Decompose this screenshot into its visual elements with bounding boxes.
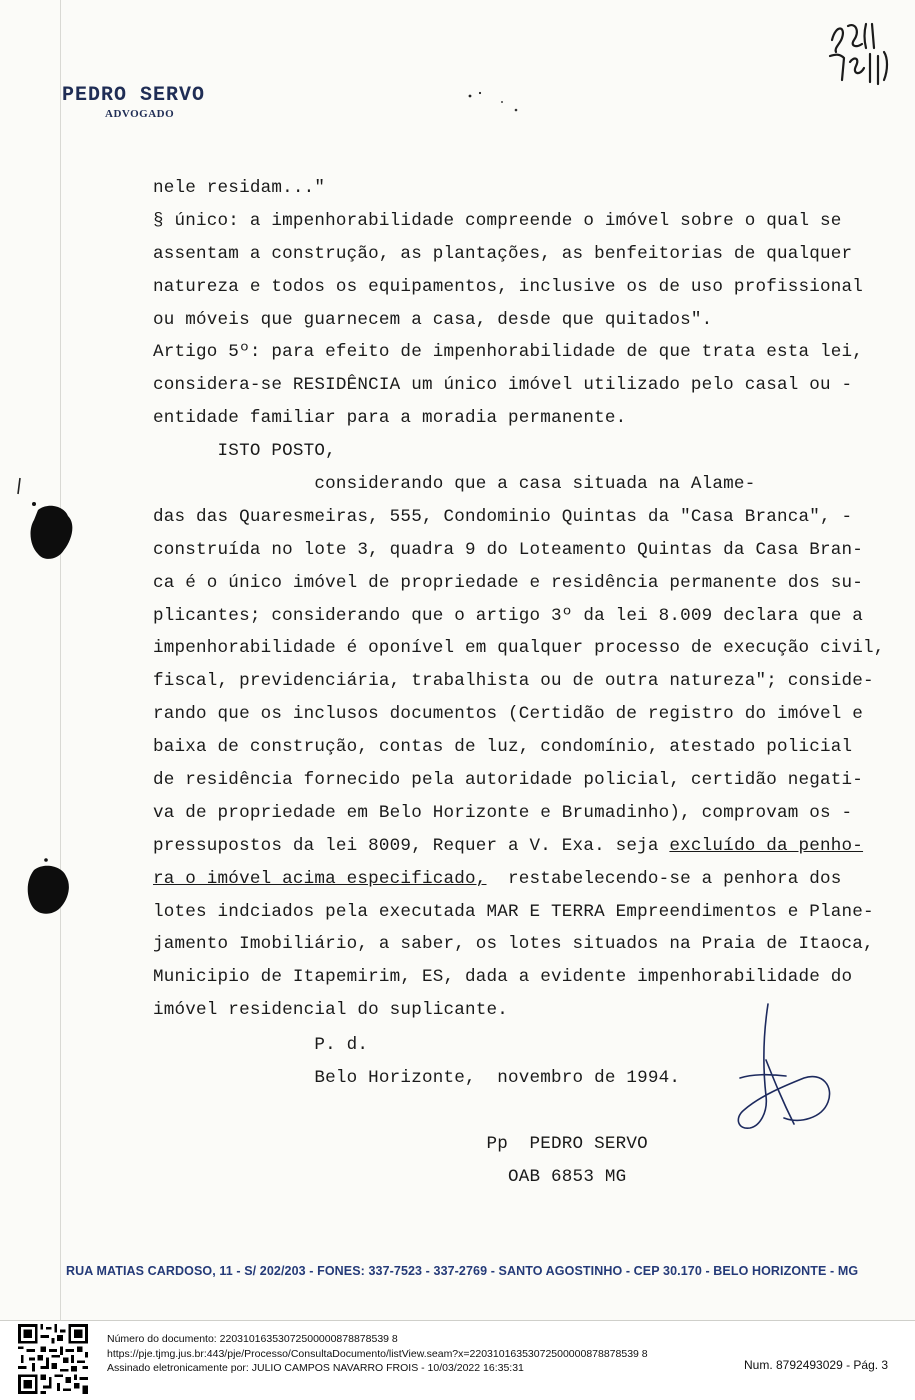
letterhead-footer-address: RUA MATIAS CARDOSO, 11 - S/ 202/203 - FONES: 337-7523 - 337-2769 - SANTO AGOSTINHO - CEP 30.170 - BELO HORIZONTE - MG [66, 1264, 859, 1278]
punch-hole-stain-upper [24, 500, 84, 568]
body-line: entidade familiar para a moradia permanente. [153, 408, 627, 429]
margin-tick [10, 476, 30, 506]
body-line-request-cont [153, 863, 893, 896]
body-line: ca é o único imóvel de propriedade e residência permanente dos su- [153, 572, 864, 593]
body-line: va de propriedade em Belo Horizonte e Brumadinho), comprovam os - [153, 802, 853, 823]
letterhead-name: PEDRO SERVO [62, 84, 206, 107]
body-line: de residência fornecido pela autoridade policial, certidão negati- [153, 770, 864, 791]
qr-code [18, 1324, 88, 1394]
signed-by: Assinado eletronicamente por: JULIO CAMPOS NAVARRO FROIS - 10/03/2022 16:35:31 [107, 1362, 524, 1374]
body-line-request-text: pressupostos da lei 8009, Requer a V. Exa. seja [153, 835, 670, 856]
body-line: das das Quaresmeiras, 555, Condominio Quintas da "Casa Branca", - [153, 506, 853, 527]
page-bottom-edge [0, 1320, 915, 1321]
closing-line: Pp PEDRO SERVO [153, 1133, 648, 1154]
electronic-signature-info [107, 1332, 648, 1376]
body-line: baixa de construção, contas de luz, condomínio, atestado policial [153, 737, 853, 758]
closing-line: OAB 6853 MG [153, 1166, 627, 1187]
body-line: fiscal, previdenciária, trabalhista ou de outra natureza"; conside- [153, 671, 874, 692]
handwritten-signature [700, 1000, 850, 1140]
body-line: nele residam..." [153, 178, 326, 198]
body-line: ISTO POSTO, [153, 441, 336, 462]
closing-line: Belo Horizonte, novembro de 1994. [153, 1068, 681, 1089]
underlined-request-2: ra o imóvel acima especificado, [153, 868, 487, 889]
body-line: plicantes; considerando que o artigo 3º da lei 8.009 declara que a [153, 605, 864, 626]
body-line: natureza e todos os equipamentos, inclusive os de uso profissional [153, 276, 864, 297]
body-line: lotes indciados pela executada MAR E TERRA Empreendimentos e Plane- [153, 901, 874, 922]
closing-line: P. d. [153, 1035, 369, 1056]
page-fold-line [60, 0, 61, 1320]
document-url[interactable]: https://pje.tjmg.jus.br:443/pje/Processo/ConsultaDocumento/listView.seam?x=22031016353072500000878878539 8 [107, 1347, 648, 1360]
underlined-request-1: excluído da penho- [669, 835, 864, 856]
body-line: § único: a impenhorabilidade compreende o imóvel sobre o qual se [153, 210, 842, 231]
body-line: rando que os inclusos documentos (Certidão de registro do imóvel e [153, 704, 864, 725]
body-line: considera-se RESIDÊNCIA um único imóvel utilizado pelo casal ou - [153, 375, 853, 396]
body-line: imóvel residencial do suplicante. [153, 1000, 509, 1021]
punch-hole-stain-lower [22, 858, 82, 922]
header-specks [466, 88, 526, 114]
body-line: jamento Imobiliário, a saber, os lotes situados na Praia de Itaoca, [153, 934, 874, 955]
body-line-request-cont-text: restabelecendo-se a penhora dos [486, 868, 842, 889]
body-line: ou móveis que guarnecem a casa, desde que quitados". [153, 309, 713, 330]
body-line: considerando que a casa situada na Alame- [153, 474, 756, 495]
handwritten-page-number [826, 18, 898, 90]
body-line: construída no lote 3, quadra 9 do Loteamento Quintas da Casa Bran- [153, 539, 864, 560]
page-number: Num. 8792493029 - Pág. 3 [744, 1358, 889, 1372]
letterhead-title: ADVOGADO [105, 108, 175, 120]
body-line: assentam a construção, as plantações, as benfeitorias de qualquer [153, 243, 853, 264]
body-line-request [153, 830, 893, 863]
body-line: impenhorabilidade é oponível em qualquer processo de execução civil, [153, 638, 885, 659]
body-line: Artigo 5º: para efeito de impenhorabilidade de que trata esta lei, [153, 342, 864, 363]
body-line: Municipio de Itapemirim, ES, dada a evidente impenhorabilidade do [153, 967, 853, 988]
document-number: Número do documento: 22031016353072500000878878539 8 [107, 1333, 398, 1345]
